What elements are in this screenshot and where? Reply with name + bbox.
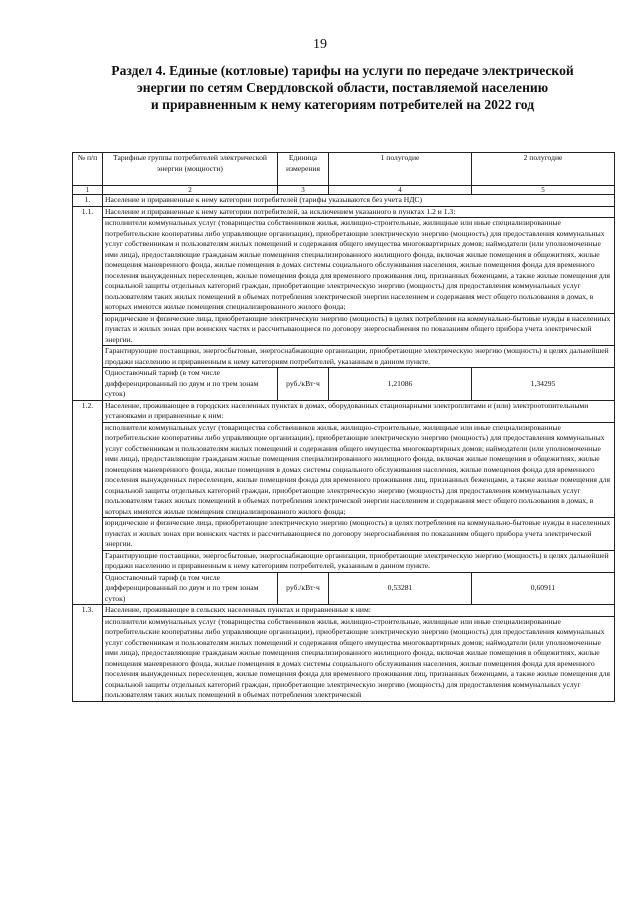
table-row: [73, 400, 615, 422]
table-row: [73, 195, 615, 207]
table-row: [73, 616, 615, 701]
heading-line: и приравненным к нему категориям потребителей на 2022 год: [150, 97, 535, 112]
consumer-block: исполнители коммунальных услуг (товарищества собственников жилья, жилищно-строительные, жилищные или иные специализированные потребительские кооперативы либо управляющие организации), приобретающие электрическую энергию (мощность) для предоставления коммунальных услуг собственникам и пользователям жилых помещений и содержания общего имущества многоквартирных домов; наймодатели (или уполномоченные ими лица), предоставляющие гражданам жилые помещения специализированного жилищного фонда, включая жилые помещения в общежитиях, жилые помещения маневренного фонда, жилые помещения в домах системы социального обслуживания населения, жилые помещения фонда для временного поселения вынужденных переселенцев, жилые помещения фонда для временного проживания лиц, признанных беженцами, а также жилые помещения для социальной защиты отдельных категорий граждан, приобретающие электрическую энергию (мощность) для предоставления коммунальных услуг пользователям таких жилых помещений в объемах потребления электрической энергии населением и содержания мест общего пользования в домах, в которых имеются жилые помещения специализированного жилого фонда;: [103, 422, 615, 518]
rate-unit: руб./кВт·ч: [278, 572, 329, 605]
column-number: 3: [278, 186, 329, 195]
heading-line: энергии по сетям Свердловской области, поставляемой населению: [136, 80, 549, 95]
consumer-block: исполнители коммунальных услуг (товарищества собственников жилья, жилищно-строительные, жилищные или иные специализированные потребительские кооперативы либо управляющие организации), приобретающие электрическую энергию (мощность) для предоставления коммунальных услуг собственникам и пользователям жилых помещений и содержания общего имущества многоквартирных домов; наймодатели (или уполномоченные ими лица), предоставляющие гражданам жилые помещения специализированного жилищного фонда, включая жилые помещения в общежитиях, жилые помещения маневренного фонда, жилые помещения в домах системы социального обслуживания населения, жилые помещения фонда для временного поселения вынужденных переселенцев, жилые помещения фонда для временного проживания лиц, признанных беженцами, а также жилые помещения для социальной защиты отдельных категорий граждан, приобретающие электрическую энергию (мощность) для предоставления коммунальных услуг пользователям таких жилых помещений в объемах потребления электрической энергии населением и содержания мест общего пользования в домах, в которых имеются жилые помещения специализированного жилого фонда;: [103, 218, 615, 314]
rate-label: Одноставочный тариф (в том числе дифференцированный по двум и по трем зонам суток): [103, 572, 278, 605]
rate-half2: 0,60911: [472, 572, 615, 605]
row-number: 1.: [73, 195, 103, 207]
header-group: Тарифные группы потребителей электрической энергии (мощности): [103, 153, 278, 186]
consumer-block: Гарантирующие поставщики, энергосбытовые, энергоснабжающие организации, приобретающие электрическую энергию (мощность) в целях дальнейшей продажи населению и приравненным к нему категориям потребителей, указанным в данном пункте.: [103, 346, 615, 368]
consumer-block: юридические и физические лица, приобретающие электрическую энергию (мощность) в целях потребления на коммунально-бытовые нужды в населенных пунктах и жилых зонах при воинских частях и рассчитывающиеся по договору энергоснабжения по показаниям общего прибора учета электрической энергии.: [103, 518, 615, 551]
rate-row: [73, 572, 615, 605]
rate-half2: 1,34295: [472, 368, 615, 401]
table-row: [73, 422, 615, 518]
table-row: [73, 550, 615, 572]
rate-half1: 0,53281: [329, 572, 472, 605]
row-number: 1.1.: [73, 206, 103, 400]
rate-row: [73, 368, 615, 401]
consumer-block: юридические и физические лица, приобретающие электрическую энергию (мощность) в целях потребления на коммунально-бытовые нужды в населенных пунктах и жилых зонах при воинских частях и рассчитывающиеся по договору энергоснабжения по показаниям общего прибора учета электрической энергии.: [103, 313, 615, 346]
row-text: Население, проживающее в городских населенных пунктах в домах, оборудованных стационарными электроплитами и (или) электроотопительными установками и приравненные к ним:: [103, 400, 615, 422]
row-text: Население и приравненные к нему категории потребителей (тарифы указываются без учета НДС): [103, 195, 615, 207]
header-unit: Единица измерения: [278, 153, 329, 186]
row-number: 1.3.: [73, 605, 103, 702]
column-number-row: [73, 186, 615, 195]
header-half1: 1 полугодие: [329, 153, 472, 186]
column-number: 5: [472, 186, 615, 195]
column-number: 2: [103, 186, 278, 195]
column-number: 4: [329, 186, 472, 195]
rate-half1: 1,21086: [329, 368, 472, 401]
table-header-row: [73, 153, 615, 186]
rate-label: Одноставочный тариф (в том числе дифференцированный по двум и по трем зонам суток): [103, 368, 278, 401]
row-number: 1.2.: [73, 400, 103, 605]
header-num: № п/п: [73, 153, 103, 186]
consumer-block: Гарантирующие поставщики, энергосбытовые, энергоснабжающие организации, приобретающие электрическую энергию (мощность) в целях дальнейшей продажи населению и приравненным к нему категориям потребителей, указанным в данном пункте.: [103, 550, 615, 572]
header-half2: 2 полугодие: [472, 153, 615, 186]
column-number: 1: [73, 186, 103, 195]
table-row: [73, 518, 615, 551]
rate-unit: руб./кВт·ч: [278, 368, 329, 401]
table-row: [73, 218, 615, 314]
row-text: Население, проживающее в сельских населенных пунктах и приравненные к ним:: [103, 605, 615, 617]
table-row: [73, 206, 615, 218]
page-number: 19: [313, 37, 327, 52]
consumer-block: исполнители коммунальных услуг (товарищества собственников жилья, жилищно-строительные, жилищные или иные специализированные потребительские кооперативы либо управляющие организации), приобретающие электрическую энергию (мощность) для предоставления коммунальных услуг собственникам и пользователям жилых помещений и содержания общего имущества многоквартирных домов; наймодатели (или уполномоченные ими лица), предоставляющие гражданам жилые помещения специализированного жилищного фонда, включая жилые помещения в общежитиях, жилые помещения маневренного фонда, жилые помещения в домах системы социального обслуживания населения, жилые помещения фонда для временного поселения вынужденных переселенцев, жилые помещения фонда для временного проживания лиц, признанных беженцами, а также жилые помещения для социальной защиты отдельных категорий граждан, приобретающие электрическую энергию (мощность) для предоставления коммунальных услуг пользователям таких жилых помещений в объемах потребления электрической: [103, 616, 615, 701]
tariff-table: [72, 152, 615, 702]
table-row: [73, 346, 615, 368]
table-row: [73, 313, 615, 346]
heading-line: Раздел 4. Единые (котловые) тарифы на услуги по передаче электрической: [111, 63, 574, 78]
row-text: Население и приравненные к нему категории потребителей, за исключением указанного в пунктах 1.2 и 1.3:: [103, 206, 615, 218]
table-row: [73, 605, 615, 617]
section-heading: [70, 62, 615, 113]
